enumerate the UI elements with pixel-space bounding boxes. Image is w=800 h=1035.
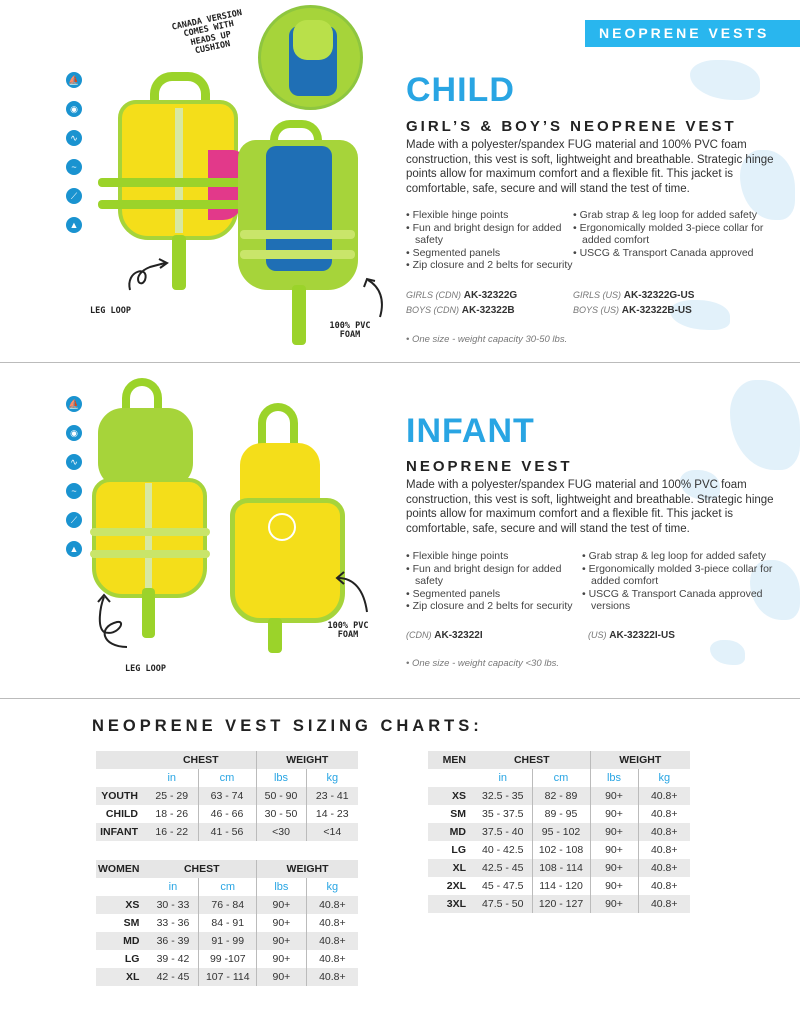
unit-in: in: [146, 769, 198, 787]
unit-kg: kg: [638, 769, 690, 787]
leg-loop-arrow: [125, 255, 175, 295]
unit-lbs: lbs: [590, 769, 638, 787]
table-label: WOMEN: [96, 860, 147, 878]
chest-header: CHEST: [146, 751, 256, 769]
table-cell: 114 - 120: [532, 877, 590, 895]
table-cell: 90+: [590, 895, 638, 913]
sizing-table-youth: [96, 751, 358, 841]
table-cell: 107 - 114: [199, 968, 257, 986]
table-cell: 40.8+: [638, 787, 690, 805]
list-item: • Flexible hinge points: [406, 209, 576, 222]
sku-label: BOYS (US): [573, 305, 620, 315]
weight-header: WEIGHT: [590, 751, 690, 769]
infant-features-right: [582, 550, 794, 613]
list-item: • USCG & Transport Canada approved: [573, 247, 788, 260]
table-cell: 36 - 39: [147, 932, 199, 950]
table-cell: 63 - 74: [198, 787, 256, 805]
table-row: [428, 895, 690, 913]
sku-label: (US): [588, 630, 607, 640]
size-label: SM: [96, 914, 147, 932]
table-cell: 84 - 91: [199, 914, 257, 932]
size-label: XL: [96, 968, 147, 986]
sku-code: AK-32322I-US: [609, 630, 675, 641]
kayak-icon: ⟋: [66, 188, 82, 204]
table-cell: 90+: [590, 841, 638, 859]
weight-header: WEIGHT: [257, 860, 358, 878]
table-cell: 40.8+: [638, 877, 690, 895]
infant-features-left: [406, 550, 581, 613]
list-item: • Flexible hinge points: [406, 550, 581, 563]
child-features-left: [406, 209, 576, 272]
infant-subtitle: NEOPRENE VEST: [406, 458, 573, 475]
sku-code: AK-32322B: [461, 305, 515, 316]
pvc-foam-annotation: 100% PVC FOAM: [329, 321, 371, 341]
unit-kg: kg: [306, 878, 358, 896]
table-cell: 95 - 102: [532, 823, 590, 841]
child-title: CHILD: [406, 71, 515, 109]
table-row: [428, 859, 690, 877]
unit-cm: cm: [532, 769, 590, 787]
table-cell: 90+: [257, 968, 307, 986]
table-cell: 35 - 37.5: [474, 805, 532, 823]
table-cell: 14 - 23: [306, 805, 358, 823]
size-label: 3XL: [428, 895, 474, 913]
sku-code: AK-32322G-US: [623, 290, 695, 301]
infant-sku-cdn: [406, 628, 483, 643]
wave-icon: ∿: [66, 130, 82, 146]
table-row: [96, 896, 358, 914]
size-label: MD: [96, 932, 147, 950]
infant-weight-note: • One size - weight capacity <30 lbs.: [406, 658, 560, 669]
leg-loop-annotation: LEG LOOP: [125, 664, 166, 674]
infant-description: Made with a polyester/spandex FUG material and 100% PVC foam construction, this vest is soft, lightweight and breathable. Strategic hinge points allow for maximum comfort and a flexible fit. This jacket is comfortable, safe, secure and will stand the test of time.: [406, 479, 774, 535]
child-sku-cdn: [406, 288, 517, 318]
table-cell: 30 - 50: [256, 805, 306, 823]
activity-icons-infant: [66, 396, 82, 557]
chest-header: CHEST: [474, 751, 590, 769]
table-row: [428, 787, 690, 805]
table-label: MEN: [428, 751, 474, 769]
table-cell: 40.8+: [638, 859, 690, 877]
size-label: LG: [428, 841, 474, 859]
table-row: [96, 914, 358, 932]
table-cell: 120 - 127: [532, 895, 590, 913]
size-label: SM: [428, 805, 474, 823]
snorkel-icon: ◉: [66, 101, 82, 117]
table-row: [96, 805, 358, 823]
child-sku-us: [573, 288, 694, 318]
table-cell: 30 - 33: [147, 896, 199, 914]
swimmer-icon: ~: [66, 483, 82, 499]
table-row: [96, 823, 358, 841]
wave-icon: ∿: [66, 454, 82, 470]
list-item: • Segmented panels: [406, 247, 576, 260]
list-item: • Grab strap & leg loop for added safety: [573, 209, 788, 222]
sizing-heading: NEOPRENE VEST SIZING CHARTS:: [92, 717, 483, 735]
sizing-table-women: [96, 860, 358, 986]
table-cell: 40.8+: [306, 950, 358, 968]
sizing-table-men: [428, 751, 690, 913]
table-cell: 45 - 47.5: [474, 877, 532, 895]
list-item: • Fun and bright design for added safety: [406, 563, 581, 588]
table-row: [428, 877, 690, 895]
table-cell: 90+: [257, 896, 307, 914]
list-item: • Zip closure and 2 belts for security: [406, 259, 576, 272]
table-cell: 16 - 22: [146, 823, 198, 841]
table-cell: 40.8+: [638, 841, 690, 859]
table-cell: 90+: [257, 932, 307, 950]
leg-loop-arrow: [92, 592, 132, 652]
child-subtitle: GIRL’S & BOY’S NEOPRENE VEST: [406, 118, 737, 135]
table-cell: 39 - 42: [147, 950, 199, 968]
size-label: LG: [96, 950, 147, 968]
child-vest-image: [90, 60, 400, 360]
table-cell: 42 - 45: [147, 968, 199, 986]
table-cell: 33 - 36: [147, 914, 199, 932]
sku-label: GIRLS (CDN): [406, 290, 462, 300]
sku-code: AK-32322B-US: [621, 305, 692, 316]
sailboat-icon: ⛵: [66, 396, 82, 412]
pvc-foam-annotation: 100% PVC FOAM: [327, 621, 369, 641]
sku-code: AK-32322I: [434, 630, 483, 641]
sku-label: BOYS (CDN): [406, 305, 460, 315]
table-cell: 90+: [257, 914, 307, 932]
table-cell: 41 - 56: [198, 823, 256, 841]
windsurf-icon: ▲: [66, 217, 82, 233]
table-cell: 40.8+: [306, 932, 358, 950]
table-cell: 50 - 90: [256, 787, 306, 805]
table-cell: 82 - 89: [532, 787, 590, 805]
child-features-right: [573, 209, 788, 259]
size-label: INFANT: [96, 823, 146, 841]
table-cell: 40.8+: [638, 895, 690, 913]
sailboat-icon: ⛵: [66, 72, 82, 88]
canada-annotation: CANADA VERSION COMES WITH HEADS UP CUSHION: [170, 7, 244, 57]
list-item: • Ergonomically molded 3-piece collar for added comfort: [582, 563, 794, 588]
section-divider: [0, 362, 800, 363]
table-cell: 40.8+: [306, 896, 358, 914]
child-description: Made with a polyester/spandex FUG material and 100% PVC foam construction, this vest is soft, lightweight and breathable. Strategic hinge points allow for maximum comfort and a flexible fit. This jacket is comfortable, safe, secure and will stand the test of time.: [406, 139, 774, 195]
table-cell: 90+: [590, 877, 638, 895]
unit-cm: cm: [198, 769, 256, 787]
size-label: XS: [428, 787, 474, 805]
table-row: [428, 823, 690, 841]
table-cell: 32.5 - 35: [474, 787, 532, 805]
table-cell: 90+: [590, 823, 638, 841]
table-cell: 108 - 114: [532, 859, 590, 877]
table-cell: <14: [306, 823, 358, 841]
table-cell: 90+: [590, 805, 638, 823]
unit-lbs: lbs: [256, 769, 306, 787]
unit-kg: kg: [306, 769, 358, 787]
weight-header: WEIGHT: [256, 751, 358, 769]
table-row: [96, 950, 358, 968]
table-cell: 42.5 - 45: [474, 859, 532, 877]
unit-in: in: [147, 878, 199, 896]
table-cell: 40.8+: [638, 823, 690, 841]
infant-sku-us: [588, 628, 675, 643]
list-item: • Ergonomically molded 3-piece collar for added comfort: [573, 222, 788, 247]
unit-cm: cm: [199, 878, 257, 896]
table-cell: <30: [256, 823, 306, 841]
table-cell: 90+: [257, 950, 307, 968]
table-row: [96, 932, 358, 950]
table-cell: 102 - 108: [532, 841, 590, 859]
table-cell: 40.8+: [306, 968, 358, 986]
pvc-foam-arrow: [332, 570, 372, 615]
table-row: [96, 787, 358, 805]
table-cell: 40.8+: [306, 914, 358, 932]
unit-in: in: [474, 769, 532, 787]
size-label: XL: [428, 859, 474, 877]
snorkel-icon: ◉: [66, 425, 82, 441]
kayak-icon: ⟋: [66, 512, 82, 528]
table-cell: 40.8+: [638, 805, 690, 823]
table-row: [428, 805, 690, 823]
swimmer-icon: ~: [66, 159, 82, 175]
table-row: [96, 968, 358, 986]
table-cell: 37.5 - 40: [474, 823, 532, 841]
chest-header: CHEST: [147, 860, 256, 878]
list-item: • Segmented panels: [406, 588, 581, 601]
child-weight-note: • One size - weight capacity 30-50 lbs.: [406, 334, 568, 345]
table-cell: 90+: [590, 859, 638, 877]
table-cell: 46 - 66: [198, 805, 256, 823]
table-cell: 47.5 - 50: [474, 895, 532, 913]
sku-code: AK-32322G: [463, 290, 518, 301]
windsurf-icon: ▲: [66, 541, 82, 557]
table-cell: 25 - 29: [146, 787, 198, 805]
sku-label: (CDN): [406, 630, 432, 640]
table-cell: 99 -107: [199, 950, 257, 968]
size-label: YOUTH: [96, 787, 146, 805]
table-cell: 91 - 99: [199, 932, 257, 950]
table-cell: 89 - 95: [532, 805, 590, 823]
sku-label: GIRLS (US): [573, 290, 622, 300]
size-label: 2XL: [428, 877, 474, 895]
size-label: XS: [96, 896, 147, 914]
size-label: CHILD: [96, 805, 146, 823]
table-cell: 90+: [590, 787, 638, 805]
size-label: MD: [428, 823, 474, 841]
section-tab: NEOPRENE VESTS: [585, 20, 800, 47]
infant-title: INFANT: [406, 412, 535, 450]
list-item: • Zip closure and 2 belts for security: [406, 600, 581, 613]
list-item: • USCG & Transport Canada approved versions: [582, 588, 794, 613]
pvc-foam-arrow: [360, 275, 390, 320]
list-item: • Grab strap & leg loop for added safety: [582, 550, 794, 563]
leg-loop-annotation: LEG LOOP: [90, 306, 131, 316]
table-row: [428, 841, 690, 859]
table-label: [96, 751, 146, 769]
table-cell: 23 - 41: [306, 787, 358, 805]
section-divider: [0, 698, 800, 699]
table-cell: 18 - 26: [146, 805, 198, 823]
activity-icons-child: [66, 72, 82, 233]
list-item: • Fun and bright design for added safety: [406, 222, 576, 247]
table-cell: 76 - 84: [199, 896, 257, 914]
table-cell: 40 - 42.5: [474, 841, 532, 859]
unit-lbs: lbs: [257, 878, 307, 896]
